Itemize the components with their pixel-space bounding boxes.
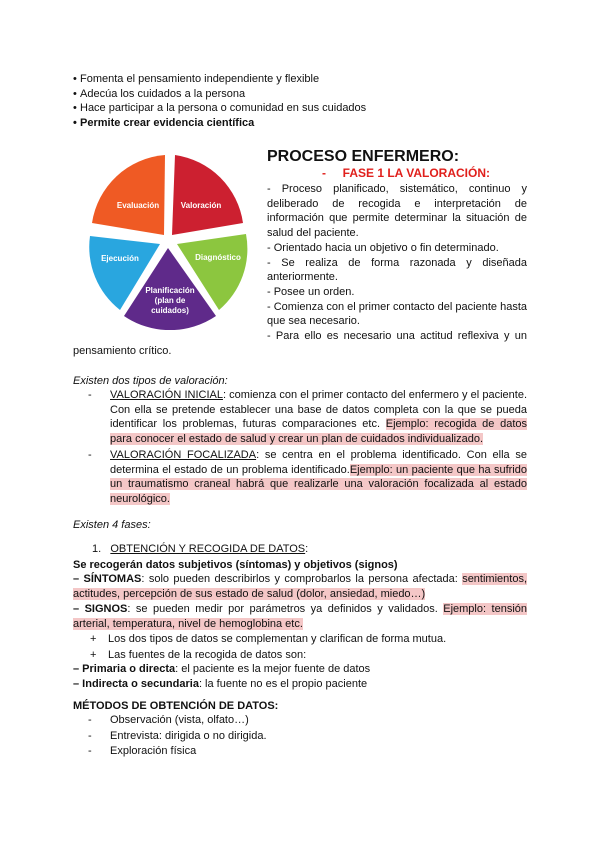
tipo-text: : comienza con el primer contacto del enfermero y el paciente. Con ella se pretende establecer una base de datos completa con la que se pueda identificar los problemas, futuras comparaciones etc.	[110, 389, 527, 431]
bullet-item: • Hace participar a la persona o comunidad en sus cuidados	[73, 101, 493, 116]
bullet-item: • Permite crear evidencia científica	[73, 116, 493, 131]
signos-paragraph	[73, 602, 527, 631]
proceso-line: - Para ello es necesario una actitud reflexiva y un	[267, 330, 527, 343]
list-marker: -	[88, 745, 92, 758]
tipo-term: VALORACIÓN FOCALIZADA	[110, 448, 257, 461]
proceso-line-continuation: pensamiento crítico.	[73, 345, 172, 357]
plus-text: Las fuentes de la recogida de datos son:	[108, 648, 307, 661]
diagram-label-planificacion-1: Planificación	[145, 286, 195, 295]
bullet-item: • Fomenta el pensamiento independiente y flexible	[73, 72, 493, 87]
fase-marker: -	[322, 166, 326, 180]
list-marker: -	[88, 389, 92, 401]
metodos-heading: MÉTODOS DE OBTENCIÓN DE DATOS:	[73, 700, 279, 712]
fuente-item	[73, 662, 370, 677]
tipo-example: Ejemplo: un paciente que ha sufrido un traumatismo craneal habrá que realizarle una valoración focalizada al estado neurológico.	[110, 463, 527, 505]
diagram-segment-valoracion	[172, 155, 243, 235]
signos-example: Ejemplo: tensión arterial, temperatura, nivel de hemoglobina etc.	[73, 603, 527, 630]
metodo-item	[88, 713, 510, 728]
proceso-line: - Posee un orden.	[267, 285, 355, 298]
proceso-line: - Proceso planificado, sistemático, continuo y deliberado de recogida e interpretación de información que permite determinar la situación de salud del paciente.	[267, 183, 527, 240]
list-marker: +	[90, 648, 97, 661]
sintomas-paragraph	[73, 572, 527, 601]
fase-heading	[322, 166, 490, 180]
tipo-text: : se centra en el problema identificado. Con ella se determina el estado de un problema identificado.	[110, 448, 527, 476]
nursing-process-diagram	[80, 148, 258, 330]
tipos-intro: Existen dos tipos de valoración:	[73, 375, 228, 387]
tipo-term: VALORACIÓN INICIAL	[110, 389, 223, 401]
top-bullet-list	[73, 72, 493, 131]
tipo-item	[88, 388, 528, 447]
list-marker: -	[88, 714, 92, 726]
plus-text: Los dos tipos de datos se complementan y clarifican de forma mutua.	[108, 633, 447, 645]
signos-term: – SIGNOS	[73, 603, 128, 615]
list-number: 1.	[92, 543, 102, 555]
diagram-label-ejecucion: Ejecución	[101, 254, 139, 263]
fuente-text: : el paciente es la mejor fuente de datos	[175, 663, 371, 675]
proceso-line: - Se realiza de forma razonada y diseñada anteriormente.	[267, 256, 527, 284]
metodo-text: Observación (vista, olfato…)	[110, 714, 249, 726]
sintomas-term: – SÍNTOMAS	[73, 573, 142, 585]
fuente-text: : la fuente no es el propio paciente	[198, 678, 368, 690]
datos-subheading: Se recogerán datos subjetivos (síntomas) y objetivos (signos)	[73, 559, 398, 571]
signos-text: : se pueden medir por parámetros ya definidos y validados.	[127, 603, 444, 615]
fases-intro: Existen 4 fases:	[73, 519, 151, 531]
fase-title: FASE 1 LA VALORACIÓN:	[342, 166, 491, 180]
sintomas-text: : solo pueden describirlos y comprobarlos la persona afectada:	[141, 573, 463, 585]
list-marker: +	[90, 633, 97, 645]
plus-item	[90, 648, 528, 663]
metodo-text: Exploración física	[110, 745, 197, 758]
list-marker: -	[88, 448, 92, 461]
list-marker: -	[88, 729, 92, 742]
tipos-list	[88, 388, 528, 507]
sintomas-example: sentimientos, actitudes, percepción de sus estado de salud (dolor, ansiedad, miedo…)	[73, 573, 527, 600]
proceso-line: - Orientado hacia un objetivo o fin determinado.	[267, 241, 499, 254]
proceso-description	[267, 182, 527, 344]
tipo-example: Ejemplo: recogida de datos para conocer el estado de salud y crear un plan de cuidados individualizado.	[110, 418, 528, 446]
metodos-list	[88, 713, 510, 759]
fuente-term: – Indirecta o secundaria	[73, 678, 199, 690]
fuente-term: – Primaria o directa	[73, 663, 176, 675]
diagram-label-valoracion: Valoración	[180, 201, 222, 210]
metodo-text: Entrevista: dirigida o no dirigida.	[110, 729, 267, 742]
diagram-label-evaluacion: Evaluación	[116, 201, 160, 210]
diagram-label-diagnostico: Diagnóstico	[195, 253, 241, 262]
proceso-line: - Comienza con el primer contacto del paciente hasta que sea necesario.	[267, 300, 527, 328]
plus-item	[90, 632, 528, 647]
diagram-segment-evaluacion	[92, 155, 165, 235]
fuente-item	[73, 677, 367, 692]
plus-list	[90, 632, 528, 662]
metodo-item	[88, 729, 510, 744]
tipo-item	[88, 448, 527, 507]
fase-item-1	[92, 542, 308, 557]
diagram-label-planificacion-3: cuidados)	[151, 306, 189, 315]
bullet-item: • Adecúa los cuidados a la persona	[73, 87, 493, 102]
diagram-label-planificacion-2: (plan de	[154, 296, 186, 305]
fase-item-title: OBTENCIÓN Y RECOGIDA DE DATOS	[110, 543, 306, 555]
metodo-item	[88, 744, 510, 759]
fase-item-colon: :	[305, 543, 309, 555]
section-title: PROCESO ENFERMERO:	[267, 148, 460, 165]
